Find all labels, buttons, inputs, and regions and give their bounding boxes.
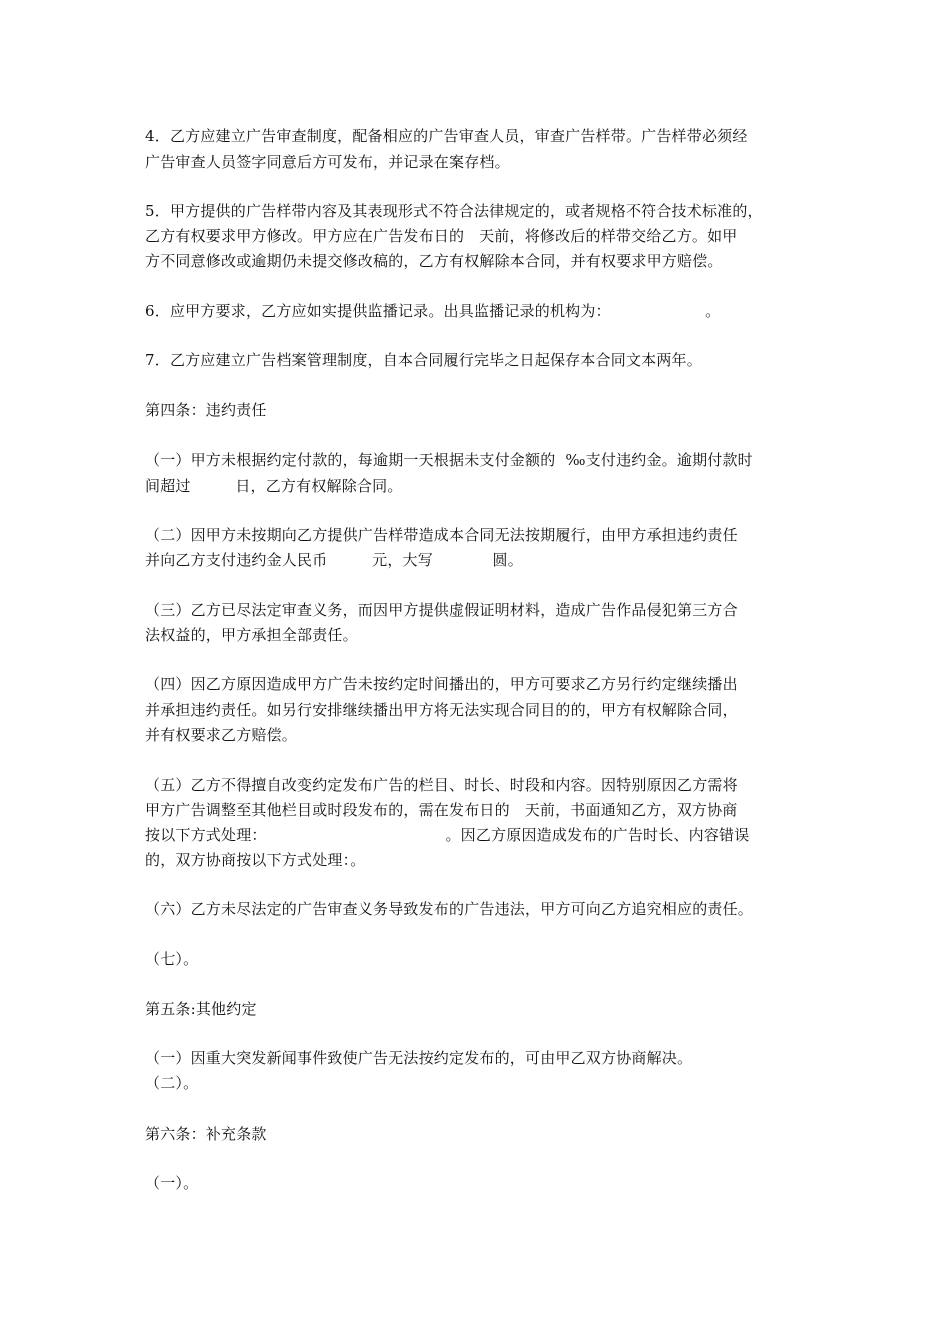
clause-4-p6: （六）乙方未尽法定的广告审查义务导致发布的广告违法，甲方可向乙方追究相应的责任。 — [145, 900, 754, 918]
clause-4-p7: （七）。 — [145, 950, 199, 968]
item-5-line-1: 5．甲方提供的广告样带内容及其表现形式不符合法律规定的，或者规格不符合技术标准的， — [145, 202, 763, 220]
clause-4-p1-line-2: 间超过 日，乙方有权解除合同。 — [145, 477, 403, 495]
clause-5-p2: （二）。 — [145, 1074, 199, 1092]
clause-4-p4-line-1: （四）因乙方原因造成甲方广告未按约定时间播出的，甲方可要求乙方另行约定继续播出 — [145, 675, 738, 693]
clause-4-heading: 第四条：违约责任 — [145, 401, 267, 419]
clause-4-p5-line-3: 按以下方式处理： 。因乙方原因造成发布的广告时长、内容错误 — [145, 826, 750, 844]
item-5-line-2: 乙方有权要求甲方修改。甲方应在广告发布日的 天前，将修改后的样带交给乙方。如甲 — [145, 227, 738, 245]
clause-4-p5-line-4: 的，双方协商按以下方式处理：。 — [145, 851, 366, 869]
item-4-line-1: 4．乙方应建立广告审查制度，配备相应的广告审查人员，审查广告样带。广告样带必须经 — [145, 127, 748, 145]
item-6: 6．应甲方要求，乙方应如实提供监播记录。出具监播记录的机构为： 。 — [145, 302, 721, 320]
item-7: 7．乙方应建立广告档案管理制度，自本合同履行完毕之日起保存本合同文本两年。 — [145, 351, 702, 369]
clause-6-p1: （一）。 — [145, 1174, 199, 1192]
clause-5-heading: 第五条:其他约定 — [145, 1000, 257, 1018]
clause-4-p3-line-2: 法权益的，甲方承担全部责任。 — [145, 626, 358, 644]
item-4-line-2: 广告审查人员签字同意后方可发布，并记录在案存档。 — [145, 153, 510, 171]
clause-4-p3-line-1: （三）乙方已尽法定审查义务，而因甲方提供虚假证明材料，造成广告作品侵犯第三方合 — [145, 601, 738, 619]
clause-4-p4-line-2: 并承担违约责任。如另行安排继续播出甲方将无法实现合同目的的，甲方有权解除合同， — [145, 701, 738, 719]
clause-4-p5-line-2: 甲方广告调整至其他栏目或时段发布的，需在发布日的 天前，书面通知乙方，双方协商 — [145, 801, 738, 819]
clause-4-p2-line-2: 并向乙方支付违约金人民币 元，大写 圆。 — [145, 551, 523, 569]
clause-4-p2-line-1: （二）因甲方未按期向乙方提供广告样带造成本合同无法按期履行，由甲方承担违约责任 — [145, 526, 738, 544]
clause-6-heading: 第六条：补充条款 — [145, 1125, 267, 1143]
clause-5-p1: （一）因重大突发新闻事件致使广告无法按约定发布的，可由甲乙双方协商解决。 — [145, 1049, 693, 1067]
clause-4-p5-line-1: （五）乙方不得擅自改变约定发布广告的栏目、时长、时段和内容。因特别原因乙方需将 — [145, 776, 738, 794]
item-5-line-3: 方不同意修改或逾期仍未提交修改稿的，乙方有权解除本合同，并有权要求甲方赔偿。 — [145, 252, 723, 270]
clause-4-p4-line-3: 并有权要求乙方赔偿。 — [145, 726, 298, 744]
clause-4-p1-line-1: （一）甲方未根据约定付款的，每逾期一天根据未支付金额的 ‰支付违约金。逾期付款时 — [145, 451, 753, 469]
